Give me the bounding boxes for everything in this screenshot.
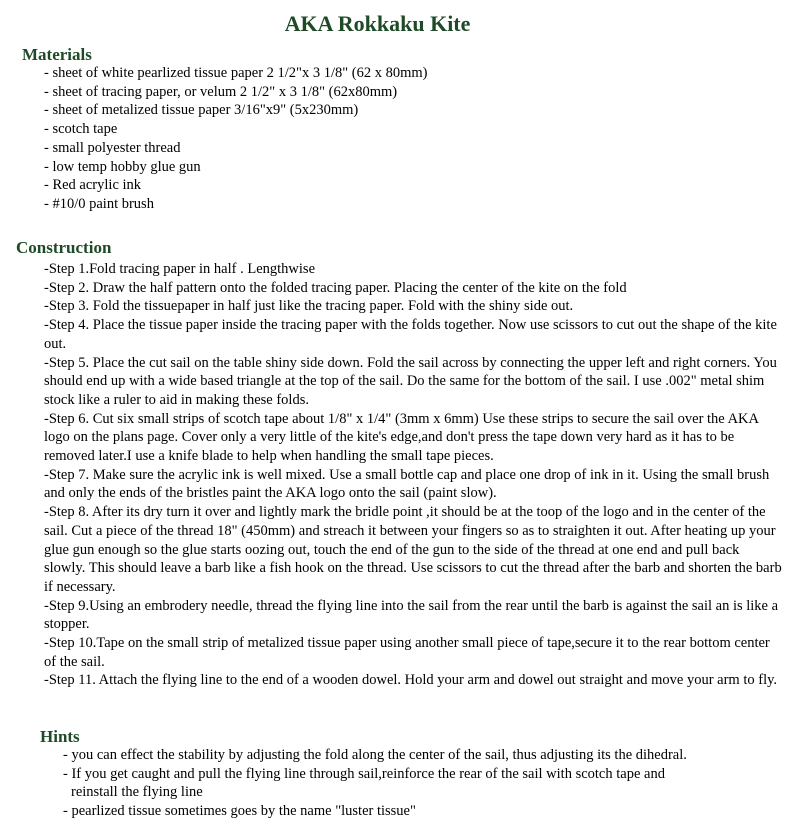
construction-step: -Step 7. Make sure the acrylic ink is well mixed. Use a small bottle cap and place one drop of ink in it. Using the small brush and only the ends of the bristles paint the AKA logo onto the sail (paint slow). [44,466,770,502]
hint-item: - pearlized tissue sometimes goes by the name "luster tissue" [63,803,416,820]
hint-continuation: reinstall the flying line [71,784,203,801]
construction-step: -Step 1.Fold tracing paper in half . Lengthwise [44,261,316,277]
construction-step: -Step 10.Tape on the small strip of metalized tissue paper using another small piece of tape,secure it to the rear bottom center of the sail. [44,635,770,670]
construction-heading: Construction [16,238,112,257]
construction-step: -Step 4. Place the tissue paper inside the tracing paper with the folds together. Now use scissors to cut out the shape of the kite out. [44,317,777,352]
construction-steps-list [44,260,784,690]
material-item: - small polyester thread [44,139,181,156]
construction-step: -Step 6. Cut six small strips of scotch tape about 1/8" x 1/4" (3mm x 6mm) Use these strips to secure the sail over the AKA logo on the plans page. Cover only a very little of the kite's edge,and don't press the tape down very hard as it has to be removed later.I use a knife blade to help when handling the small tape pieces. [44,410,759,465]
material-item: - Red acrylic ink [44,177,142,194]
construction-step: -Step 11. Attach the flying line to the end of a wooden dowel. Hold your arm and dowel out straight and move your arm to fly. [44,672,778,689]
material-item: - scotch tape [44,121,118,138]
material-item: - #10/0 paint brush [44,195,154,212]
construction-step: -Step 3. Fold the tissuepaper in half just like the tracing paper. Fold with the shiny side out. [44,298,574,315]
page-title: AKA Rokkaku Kite [284,11,471,36]
hints-list [63,746,763,821]
materials-list [44,64,428,214]
material-item: - sheet of tracing paper, or velum 2 1/2" x 3 1/8" (62x80mm) [44,83,398,100]
hints-heading: Hints [40,727,80,746]
material-item: - low temp hobby glue gun [44,158,201,175]
construction-step: -Step 2. Draw the half pattern onto the folded tracing paper. Placing the center of the kite on the fold [44,279,627,296]
construction-step: -Step 9.Using an embrodery needle, thread the flying line into the sail from the rear until the barb is against the sail an is like a stopper. [44,597,779,633]
construction-step: -Step 8. After its dry turn it over and lightly mark the bridle point ,it should be at the toop of the logo and in the center of the sail. Cut a piece of the thread 18" (450mm) and streach it between your fingers so as to straighten it out. After heating up your glue gun enough so the glue starts oozing out, touch the end of the gun to the side of the thread at one end and pull back slowly. This should leave a barb like a fish hook on the thread. Use scissors to cut the thread after the barb and shorten the barb if necessary. [44,504,782,595]
material-item: - sheet of metalized tissue paper 3/16"x9" (5x230mm) [44,102,359,119]
hint-text: - If you get caught and pull the flying line through sail,reinforce the rear of the sail with scotch tape and [63,765,665,782]
construction-step: -Step 5. Place the cut sail on the table shiny side down. Fold the sail across by connecting the upper left and right corners. You should end up with a wide based triangle at the top of the sail. Do the same for the bottom of the sail. I use .002" metal shim stock like a ruler to aid in making these folds. [44,354,777,408]
hint-item: - you can effect the stability by adjusting the fold along the center of the sail, thus adjusting its the dihedral. [63,747,687,763]
material-item: - sheet of white pearlized tissue paper 2 1/2"x 3 1/8" (62 x 80mm) [44,65,428,81]
hint-item [63,765,763,802]
materials-heading: Materials [22,45,92,64]
